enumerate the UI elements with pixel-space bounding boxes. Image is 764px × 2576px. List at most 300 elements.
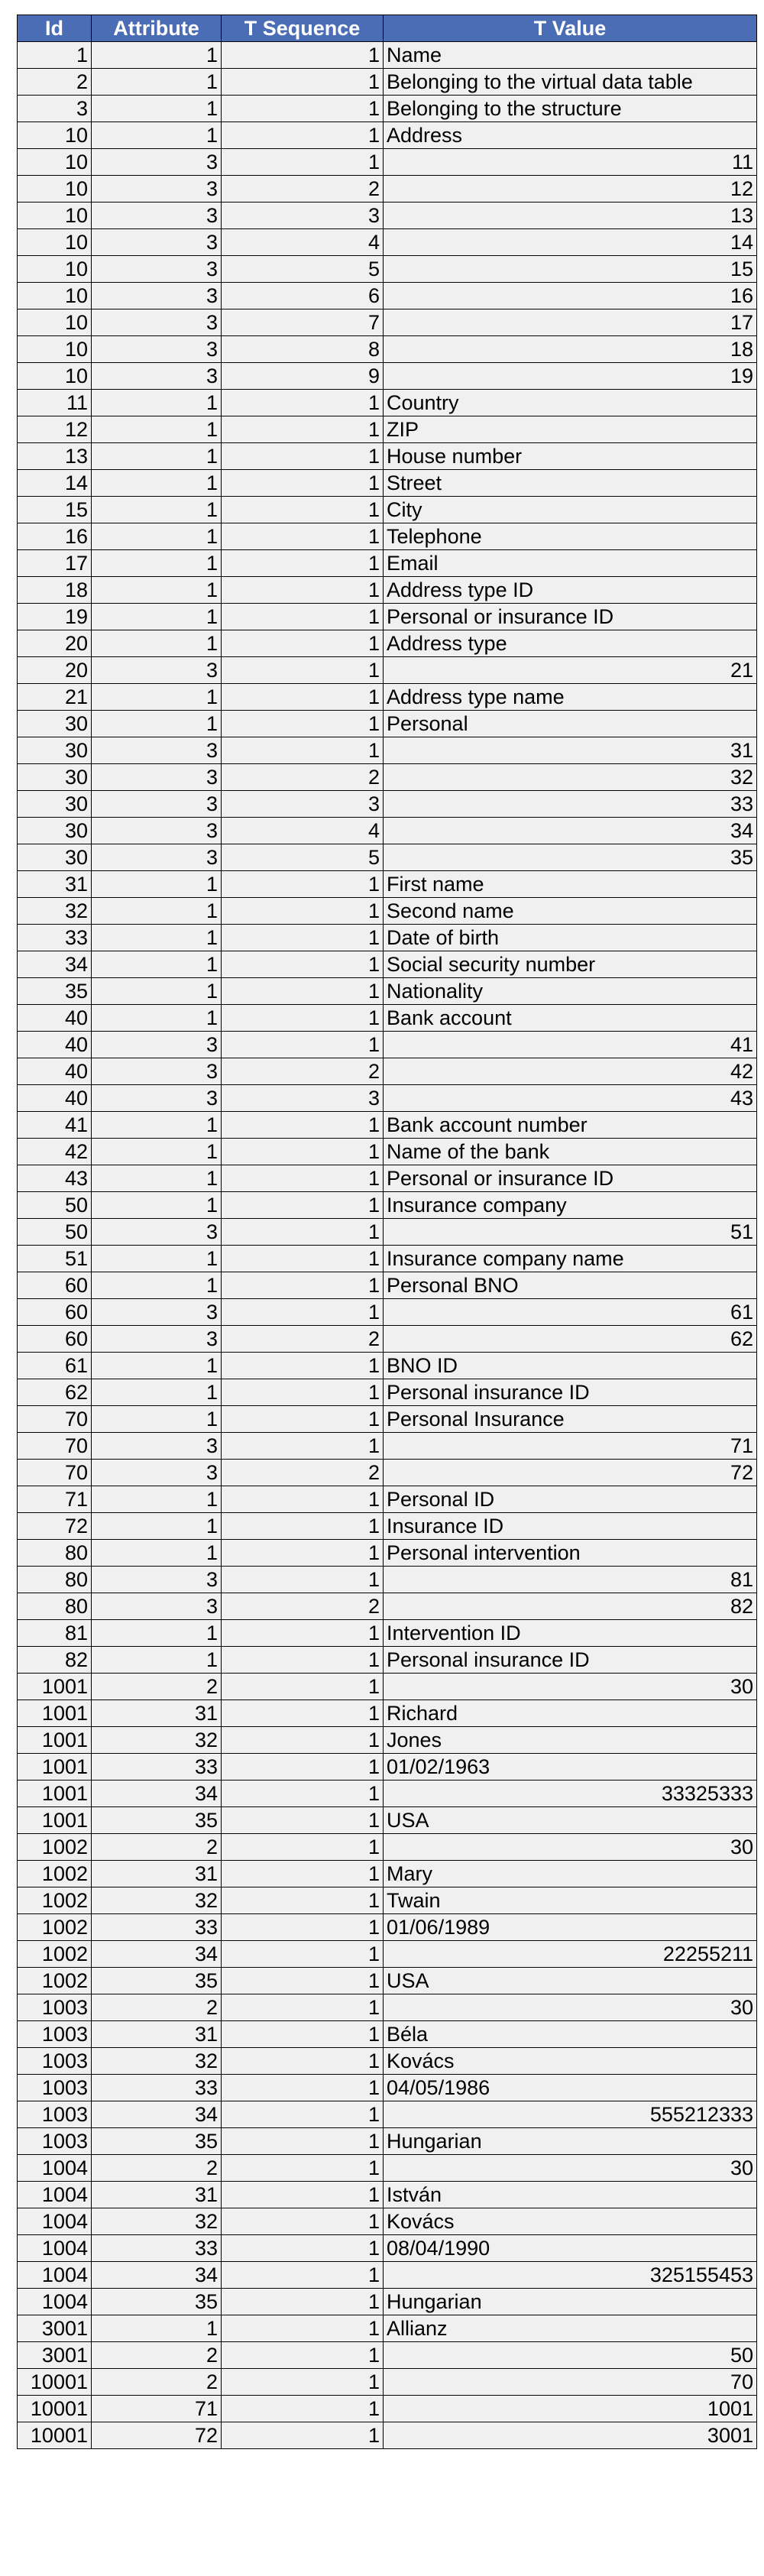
cell-t-sequence[interactable]: 1 [222,550,384,577]
cell-id[interactable]: 1003 [18,2128,92,2155]
cell-attribute[interactable]: 3 [92,1567,222,1593]
cell-attribute[interactable]: 1 [92,1406,222,1433]
cell-t-sequence[interactable]: 1 [222,1299,384,1326]
cell-t-value[interactable]: Kovács [384,2048,757,2075]
cell-t-value[interactable]: House number [384,443,757,470]
cell-t-value[interactable]: 43 [384,1085,757,1112]
cell-t-value[interactable]: ZIP [384,416,757,443]
cell-t-value[interactable]: Personal Insurance [384,1406,757,1433]
cell-attribute[interactable]: 1 [92,1112,222,1139]
cell-t-sequence[interactable]: 1 [222,1700,384,1727]
cell-t-sequence[interactable]: 1 [222,2342,384,2369]
cell-attribute[interactable]: 3 [92,363,222,390]
cell-t-value[interactable]: 34 [384,818,757,844]
cell-t-sequence[interactable]: 1 [222,69,384,96]
cell-t-value[interactable]: 08/04/1990 [384,2235,757,2262]
cell-t-sequence[interactable]: 3 [222,791,384,818]
cell-attribute[interactable]: 35 [92,1807,222,1834]
cell-t-value[interactable]: Personal BNO [384,1272,757,1299]
cell-id[interactable]: 81 [18,1620,92,1647]
cell-t-value[interactable]: Belonging to the structure [384,96,757,122]
cell-t-sequence[interactable]: 1 [222,443,384,470]
cell-t-value[interactable]: 01/06/1989 [384,1914,757,1941]
cell-attribute[interactable]: 1 [92,577,222,604]
cell-attribute[interactable]: 31 [92,2021,222,2048]
cell-t-sequence[interactable]: 1 [222,2315,384,2342]
cell-t-sequence[interactable]: 1 [222,1272,384,1299]
cell-t-value[interactable]: 30 [384,2155,757,2182]
cell-t-value[interactable]: Allianz [384,2315,757,2342]
cell-attribute[interactable]: 3 [92,229,222,256]
cell-t-value[interactable]: Jones [384,1727,757,1754]
cell-attribute[interactable]: 33 [92,1914,222,1941]
cell-attribute[interactable]: 2 [92,2369,222,2396]
cell-t-sequence[interactable]: 1 [222,1219,384,1246]
cell-attribute[interactable]: 1 [92,122,222,149]
cell-attribute[interactable]: 3 [92,818,222,844]
cell-t-sequence[interactable]: 2 [222,1460,384,1486]
cell-t-sequence[interactable]: 1 [222,2021,384,2048]
cell-t-value[interactable]: 19 [384,363,757,390]
cell-t-value[interactable]: Bank account [384,1005,757,1032]
cell-id[interactable]: 34 [18,951,92,978]
cell-id[interactable]: 35 [18,978,92,1005]
cell-id[interactable]: 62 [18,1379,92,1406]
cell-t-value[interactable]: Personal or insurance ID [384,604,757,630]
cell-attribute[interactable]: 3 [92,149,222,176]
cell-attribute[interactable]: 1 [92,684,222,711]
cell-id[interactable]: 80 [18,1593,92,1620]
cell-id[interactable]: 30 [18,791,92,818]
cell-t-value[interactable]: Personal insurance ID [384,1379,757,1406]
cell-attribute[interactable]: 1 [92,1379,222,1406]
cell-t-sequence[interactable]: 1 [222,1781,384,1807]
cell-t-sequence[interactable]: 1 [222,2208,384,2235]
cell-id[interactable]: 60 [18,1299,92,1326]
cell-t-value[interactable]: 42 [384,1058,757,1085]
cell-t-value[interactable]: Hungarian [384,2128,757,2155]
cell-t-value[interactable]: 01/02/1963 [384,1754,757,1781]
cell-attribute[interactable]: 31 [92,1700,222,1727]
cell-id[interactable]: 1001 [18,1700,92,1727]
cell-t-sequence[interactable]: 1 [222,2128,384,2155]
cell-t-sequence[interactable]: 1 [222,1433,384,1460]
cell-t-value[interactable]: Béla [384,2021,757,2048]
cell-t-sequence[interactable]: 1 [222,2155,384,2182]
cell-t-value[interactable]: 14 [384,229,757,256]
cell-attribute[interactable]: 1 [92,497,222,523]
cell-attribute[interactable]: 1 [92,1620,222,1647]
cell-t-sequence[interactable]: 4 [222,818,384,844]
cell-t-sequence[interactable]: 1 [222,1139,384,1165]
cell-t-sequence[interactable]: 1 [222,604,384,630]
cell-id[interactable]: 40 [18,1005,92,1032]
cell-id[interactable]: 1003 [18,2101,92,2128]
cell-t-value[interactable]: 30 [384,1674,757,1700]
cell-attribute[interactable]: 35 [92,2289,222,2315]
cell-t-value[interactable]: Personal insurance ID [384,1647,757,1674]
cell-t-sequence[interactable]: 1 [222,1647,384,1674]
cell-attribute[interactable]: 3 [92,1032,222,1058]
cell-t-sequence[interactable]: 2 [222,764,384,791]
cell-attribute[interactable]: 1 [92,523,222,550]
cell-attribute[interactable]: 3 [92,1299,222,1326]
cell-t-sequence[interactable]: 2 [222,1326,384,1353]
cell-t-sequence[interactable]: 2 [222,1058,384,1085]
cell-t-value[interactable]: First name [384,871,757,898]
cell-id[interactable]: 1002 [18,1941,92,1968]
cell-attribute[interactable]: 34 [92,1941,222,1968]
cell-t-sequence[interactable]: 1 [222,1112,384,1139]
cell-id[interactable]: 31 [18,871,92,898]
cell-attribute[interactable]: 1 [92,2315,222,2342]
cell-t-sequence[interactable]: 1 [222,630,384,657]
cell-t-sequence[interactable]: 7 [222,309,384,336]
cell-t-sequence[interactable]: 1 [222,684,384,711]
cell-t-sequence[interactable]: 1 [222,1620,384,1647]
cell-t-value[interactable]: Email [384,550,757,577]
cell-t-sequence[interactable]: 3 [222,203,384,229]
cell-id[interactable]: 1002 [18,1968,92,1994]
cell-t-sequence[interactable]: 1 [222,1674,384,1700]
cell-attribute[interactable]: 1 [92,550,222,577]
cell-t-sequence[interactable]: 1 [222,1727,384,1754]
cell-t-value[interactable]: 17 [384,309,757,336]
cell-attribute[interactable]: 71 [92,2396,222,2422]
cell-attribute[interactable]: 2 [92,1834,222,1861]
cell-attribute[interactable]: 1 [92,1005,222,1032]
cell-t-value[interactable]: 13 [384,203,757,229]
cell-t-sequence[interactable]: 1 [222,1353,384,1379]
cell-t-value[interactable]: 325155453 [384,2262,757,2289]
cell-id[interactable]: 10 [18,149,92,176]
cell-t-sequence[interactable]: 1 [222,2369,384,2396]
cell-t-sequence[interactable]: 1 [222,2289,384,2315]
cell-t-value[interactable]: Belonging to the virtual data table [384,69,757,96]
cell-attribute[interactable]: 32 [92,2048,222,2075]
cell-id[interactable]: 10001 [18,2369,92,2396]
cell-t-sequence[interactable]: 1 [222,2396,384,2422]
cell-attribute[interactable]: 1 [92,470,222,497]
cell-id[interactable]: 1003 [18,1994,92,2021]
cell-attribute[interactable]: 33 [92,2235,222,2262]
cell-t-value[interactable]: Personal intervention [384,1540,757,1567]
cell-id[interactable]: 30 [18,711,92,737]
cell-t-value[interactable]: Personal ID [384,1486,757,1513]
cell-t-value[interactable]: 62 [384,1326,757,1353]
cell-t-sequence[interactable]: 4 [222,229,384,256]
cell-id[interactable]: 10 [18,176,92,203]
cell-attribute[interactable]: 32 [92,2208,222,2235]
cell-t-value[interactable]: Bank account number [384,1112,757,1139]
cell-t-value[interactable]: 82 [384,1593,757,1620]
cell-attribute[interactable]: 1 [92,1513,222,1540]
cell-t-sequence[interactable]: 1 [222,1994,384,2021]
cell-id[interactable]: 40 [18,1058,92,1085]
cell-attribute[interactable]: 3 [92,764,222,791]
cell-t-sequence[interactable]: 1 [222,737,384,764]
cell-t-value[interactable]: Hungarian [384,2289,757,2315]
cell-id[interactable]: 16 [18,523,92,550]
cell-attribute[interactable]: 1 [92,1647,222,1674]
cell-id[interactable]: 1001 [18,1781,92,1807]
cell-t-sequence[interactable]: 1 [222,2101,384,2128]
cell-t-sequence[interactable]: 1 [222,2075,384,2101]
cell-t-sequence[interactable]: 1 [222,497,384,523]
cell-attribute[interactable]: 3 [92,336,222,363]
cell-attribute[interactable]: 3 [92,844,222,871]
cell-t-value[interactable]: 22255211 [384,1941,757,1968]
cell-attribute[interactable]: 35 [92,2128,222,2155]
cell-t-value[interactable]: City [384,497,757,523]
cell-t-value[interactable]: 3001 [384,2422,757,2449]
cell-id[interactable]: 10 [18,309,92,336]
cell-attribute[interactable]: 1 [92,443,222,470]
cell-attribute[interactable]: 3 [92,309,222,336]
cell-t-value[interactable]: 72 [384,1460,757,1486]
cell-t-sequence[interactable]: 1 [222,1887,384,1914]
cell-t-sequence[interactable]: 1 [222,925,384,951]
cell-t-value[interactable]: Twain [384,1887,757,1914]
cell-attribute[interactable]: 34 [92,2101,222,2128]
cell-id[interactable]: 1001 [18,1674,92,1700]
cell-id[interactable]: 17 [18,550,92,577]
cell-id[interactable]: 15 [18,497,92,523]
cell-attribute[interactable]: 1 [92,604,222,630]
cell-attribute[interactable]: 1 [92,1246,222,1272]
cell-t-sequence[interactable]: 1 [222,1834,384,1861]
cell-id[interactable]: 61 [18,1353,92,1379]
cell-id[interactable]: 33 [18,925,92,951]
cell-attribute[interactable]: 3 [92,1460,222,1486]
cell-id[interactable]: 10001 [18,2422,92,2449]
cell-id[interactable]: 80 [18,1540,92,1567]
cell-attribute[interactable]: 3 [92,1326,222,1353]
cell-id[interactable]: 1 [18,42,92,69]
cell-t-value[interactable]: 70 [384,2369,757,2396]
cell-attribute[interactable]: 1 [92,1165,222,1192]
cell-id[interactable]: 21 [18,684,92,711]
cell-t-sequence[interactable]: 5 [222,844,384,871]
cell-t-sequence[interactable]: 1 [222,122,384,149]
cell-t-value[interactable]: USA [384,1968,757,1994]
cell-attribute[interactable]: 1 [92,925,222,951]
cell-id[interactable]: 41 [18,1112,92,1139]
cell-id[interactable]: 3001 [18,2342,92,2369]
cell-t-value[interactable]: 30 [384,1994,757,2021]
cell-id[interactable]: 20 [18,630,92,657]
cell-id[interactable]: 51 [18,1246,92,1272]
cell-id[interactable]: 70 [18,1460,92,1486]
cell-attribute[interactable]: 1 [92,711,222,737]
cell-t-value[interactable]: USA [384,1807,757,1834]
cell-t-value[interactable]: István [384,2182,757,2208]
cell-attribute[interactable]: 1 [92,630,222,657]
cell-id[interactable]: 43 [18,1165,92,1192]
cell-t-sequence[interactable]: 1 [222,1914,384,1941]
cell-t-sequence[interactable]: 1 [222,390,384,416]
cell-id[interactable]: 14 [18,470,92,497]
cell-t-value[interactable]: Street [384,470,757,497]
cell-id[interactable]: 30 [18,844,92,871]
cell-id[interactable]: 30 [18,818,92,844]
cell-t-sequence[interactable]: 1 [222,657,384,684]
cell-t-sequence[interactable]: 1 [222,951,384,978]
cell-attribute[interactable]: 3 [92,176,222,203]
cell-t-sequence[interactable]: 1 [222,1968,384,1994]
cell-id[interactable]: 40 [18,1085,92,1112]
cell-t-sequence[interactable]: 1 [222,470,384,497]
cell-attribute[interactable]: 3 [92,791,222,818]
cell-id[interactable]: 1002 [18,1914,92,1941]
cell-id[interactable]: 70 [18,1433,92,1460]
cell-t-sequence[interactable]: 1 [222,898,384,925]
cell-attribute[interactable]: 3 [92,1219,222,1246]
cell-t-sequence[interactable]: 1 [222,1032,384,1058]
cell-t-sequence[interactable]: 9 [222,363,384,390]
cell-t-sequence[interactable]: 1 [222,1486,384,1513]
cell-id[interactable]: 40 [18,1032,92,1058]
cell-id[interactable]: 60 [18,1272,92,1299]
column-header-id[interactable]: Id [18,15,92,42]
cell-attribute[interactable]: 3 [92,203,222,229]
cell-id[interactable]: 30 [18,764,92,791]
cell-t-sequence[interactable]: 1 [222,2235,384,2262]
cell-t-value[interactable]: 12 [384,176,757,203]
cell-id[interactable]: 10 [18,203,92,229]
cell-id[interactable]: 1004 [18,2262,92,2289]
cell-t-sequence[interactable]: 1 [222,1540,384,1567]
cell-t-value[interactable]: 71 [384,1433,757,1460]
cell-id[interactable]: 11 [18,390,92,416]
cell-t-sequence[interactable]: 1 [222,577,384,604]
cell-id[interactable]: 1001 [18,1727,92,1754]
cell-attribute[interactable]: 31 [92,1861,222,1887]
cell-attribute[interactable]: 1 [92,390,222,416]
cell-t-value[interactable]: Second name [384,898,757,925]
cell-t-value[interactable]: Country [384,390,757,416]
cell-t-sequence[interactable]: 5 [222,256,384,283]
cell-attribute[interactable]: 3 [92,657,222,684]
cell-t-sequence[interactable]: 1 [222,2182,384,2208]
cell-attribute[interactable]: 3 [92,1593,222,1620]
cell-t-value[interactable]: 32 [384,764,757,791]
cell-t-sequence[interactable]: 1 [222,416,384,443]
cell-id[interactable]: 1004 [18,2208,92,2235]
cell-attribute[interactable]: 3 [92,1085,222,1112]
cell-t-value[interactable]: Insurance company name [384,1246,757,1272]
cell-id[interactable]: 10001 [18,2396,92,2422]
cell-t-value[interactable]: Name [384,42,757,69]
cell-t-value[interactable]: BNO ID [384,1353,757,1379]
cell-t-sequence[interactable]: 3 [222,1085,384,1112]
cell-t-value[interactable]: Address type [384,630,757,657]
cell-t-value[interactable]: 15 [384,256,757,283]
cell-attribute[interactable]: 3 [92,256,222,283]
cell-t-sequence[interactable]: 1 [222,1513,384,1540]
cell-t-value[interactable]: 16 [384,283,757,309]
column-header-t-sequence[interactable]: T Sequence [222,15,384,42]
cell-id[interactable]: 72 [18,1513,92,1540]
cell-id[interactable]: 1004 [18,2289,92,2315]
cell-t-value[interactable]: Nationality [384,978,757,1005]
cell-id[interactable]: 1002 [18,1861,92,1887]
cell-id[interactable]: 42 [18,1139,92,1165]
cell-id[interactable]: 82 [18,1647,92,1674]
cell-id[interactable]: 19 [18,604,92,630]
cell-attribute[interactable]: 3 [92,737,222,764]
cell-t-sequence[interactable]: 1 [222,1807,384,1834]
cell-t-value[interactable]: 50 [384,2342,757,2369]
cell-t-sequence[interactable]: 1 [222,1165,384,1192]
cell-t-value[interactable]: 81 [384,1567,757,1593]
cell-id[interactable]: 20 [18,657,92,684]
cell-attribute[interactable]: 31 [92,2182,222,2208]
cell-t-value[interactable]: Kovács [384,2208,757,2235]
cell-t-sequence[interactable]: 1 [222,2422,384,2449]
cell-t-sequence[interactable]: 1 [222,978,384,1005]
cell-t-value[interactable]: 41 [384,1032,757,1058]
cell-id[interactable]: 12 [18,416,92,443]
cell-t-sequence[interactable]: 1 [222,1005,384,1032]
cell-t-value[interactable]: Name of the bank [384,1139,757,1165]
cell-id[interactable]: 1004 [18,2155,92,2182]
cell-t-value[interactable]: 33 [384,791,757,818]
cell-t-value[interactable]: 18 [384,336,757,363]
cell-t-sequence[interactable]: 1 [222,1406,384,1433]
cell-attribute[interactable]: 33 [92,2075,222,2101]
cell-t-value[interactable]: Richard [384,1700,757,1727]
cell-attribute[interactable]: 3 [92,1058,222,1085]
cell-attribute[interactable]: 35 [92,1968,222,1994]
cell-t-value[interactable]: 11 [384,149,757,176]
cell-t-value[interactable]: 04/05/1986 [384,2075,757,2101]
cell-t-sequence[interactable]: 8 [222,336,384,363]
cell-id[interactable]: 71 [18,1486,92,1513]
cell-id[interactable]: 1004 [18,2235,92,2262]
cell-id[interactable]: 80 [18,1567,92,1593]
cell-t-sequence[interactable]: 1 [222,2048,384,2075]
cell-attribute[interactable]: 1 [92,951,222,978]
cell-t-value[interactable]: 21 [384,657,757,684]
cell-t-value[interactable]: Mary [384,1861,757,1887]
cell-id[interactable]: 13 [18,443,92,470]
cell-attribute[interactable]: 1 [92,96,222,122]
cell-t-sequence[interactable]: 1 [222,42,384,69]
cell-attribute[interactable]: 2 [92,1674,222,1700]
cell-id[interactable]: 1003 [18,2075,92,2101]
cell-t-sequence[interactable]: 1 [222,1379,384,1406]
cell-attribute[interactable]: 1 [92,1272,222,1299]
cell-t-value[interactable]: Social security number [384,951,757,978]
cell-t-sequence[interactable]: 1 [222,1861,384,1887]
cell-attribute[interactable]: 33 [92,1754,222,1781]
cell-attribute[interactable]: 1 [92,1353,222,1379]
cell-id[interactable]: 10 [18,336,92,363]
cell-t-sequence[interactable]: 1 [222,149,384,176]
cell-t-value[interactable]: Insurance ID [384,1513,757,1540]
cell-t-sequence[interactable]: 1 [222,96,384,122]
cell-t-value[interactable]: 555212333 [384,2101,757,2128]
cell-id[interactable]: 10 [18,256,92,283]
cell-id[interactable]: 10 [18,122,92,149]
cell-attribute[interactable]: 1 [92,69,222,96]
cell-t-value[interactable]: Date of birth [384,925,757,951]
cell-id[interactable]: 50 [18,1192,92,1219]
cell-id[interactable]: 1001 [18,1807,92,1834]
cell-t-sequence[interactable]: 2 [222,176,384,203]
cell-t-sequence[interactable]: 1 [222,871,384,898]
